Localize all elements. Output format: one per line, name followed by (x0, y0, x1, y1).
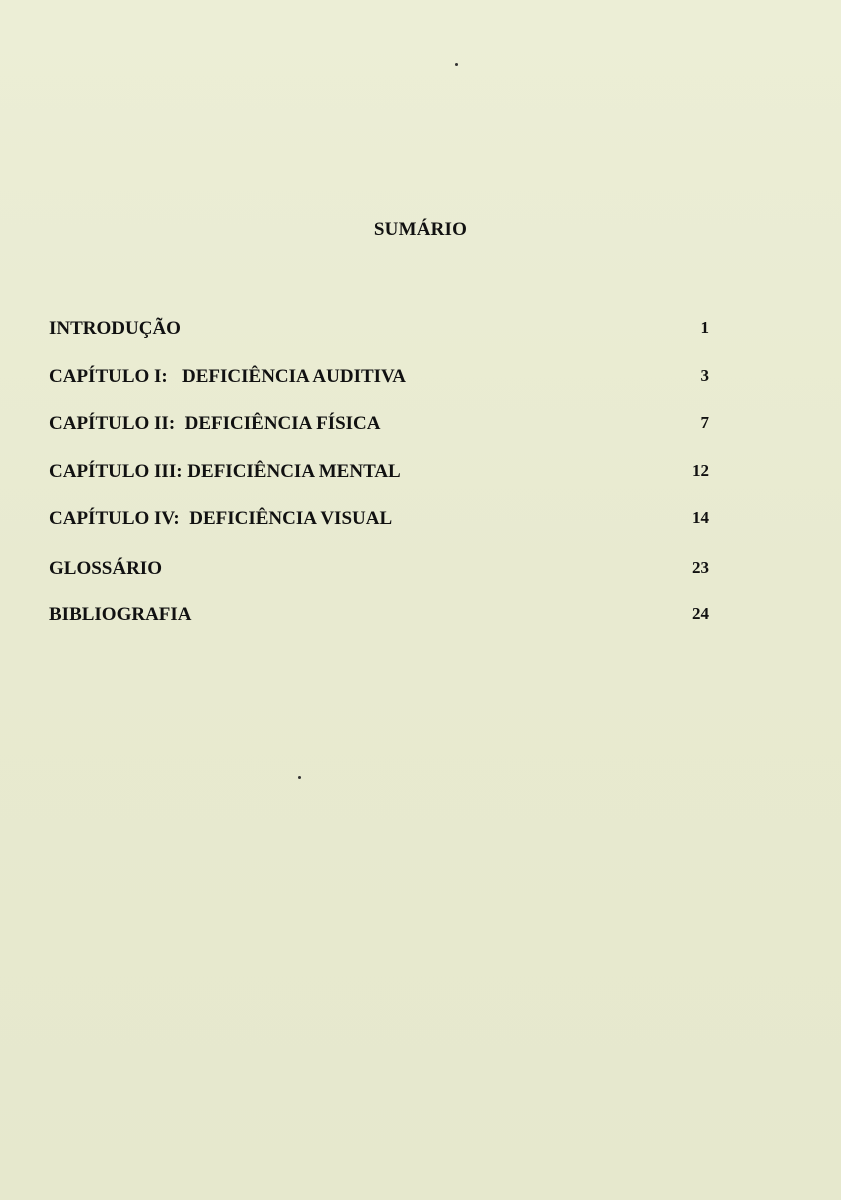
toc-entry-label: CAPÍTULO III: DEFICIÊNCIA MENTAL (49, 461, 401, 482)
paper-speck (298, 776, 301, 779)
toc-entry-page: 14 (692, 508, 709, 527)
toc-entry-capitulo-2 (49, 413, 709, 439)
page-title: SUMÁRIO (373, 219, 468, 240)
toc-entry-capitulo-3 (49, 461, 709, 487)
toc-entry-page: 7 (700, 413, 709, 432)
toc-entry-page: 23 (692, 558, 709, 577)
toc-entry-label: CAPÍTULO II: DEFICIÊNCIA FÍSICA (49, 413, 381, 434)
toc-entry-page: 24 (692, 604, 709, 623)
toc-entry-label: BIBLIOGRAFIA (49, 604, 192, 625)
toc-entry-label: CAPÍTULO I: DEFICIÊNCIA AUDITIVA (49, 366, 407, 387)
paper-speck (455, 63, 458, 66)
toc-entry-bibliografia (49, 604, 709, 630)
toc-entry-glossario (49, 558, 709, 584)
toc-entry-capitulo-1 (49, 366, 709, 392)
toc-entry-page: 12 (692, 461, 709, 480)
toc-entry-page: 1 (700, 318, 709, 337)
toc-entry-capitulo-4 (49, 508, 709, 534)
toc-entry-label: GLOSSÁRIO (49, 558, 162, 579)
toc-entry-page: 3 (700, 366, 709, 385)
toc-entry-label: CAPÍTULO IV: DEFICIÊNCIA VISUAL (49, 508, 393, 529)
toc-entry-label: INTRODUÇÃO (49, 318, 181, 339)
toc-entry-introducao (49, 318, 709, 344)
